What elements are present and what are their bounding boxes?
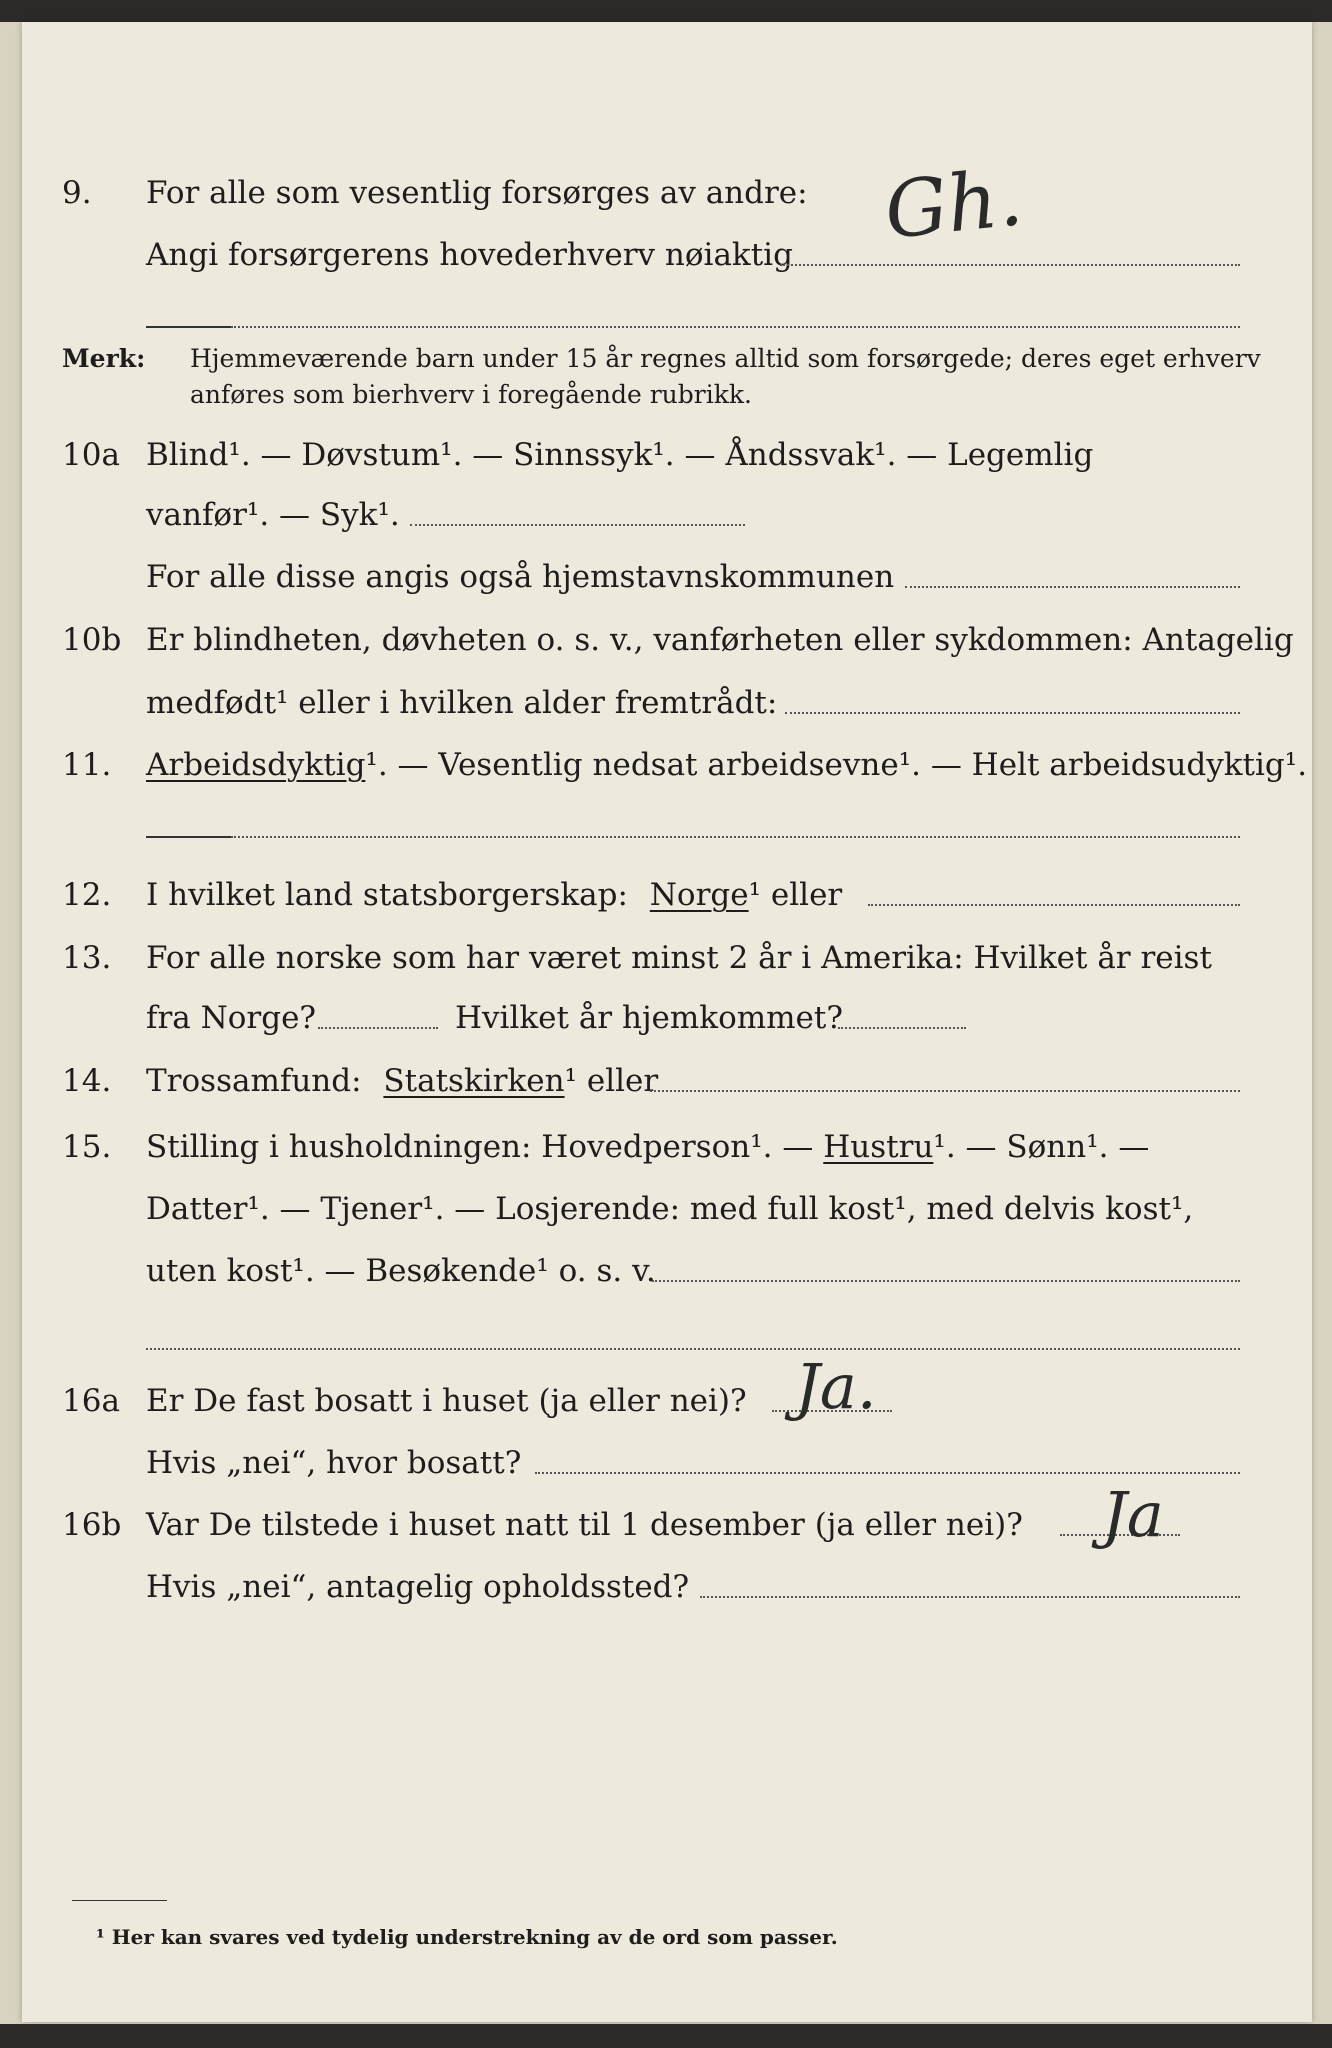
q15-number: 15. xyxy=(62,1129,112,1165)
q14-number: 14. xyxy=(62,1063,112,1099)
q12-number: 12. xyxy=(62,877,112,913)
q14-line xyxy=(146,1063,659,1099)
q16b-line1: Var De tilstede i huset natt til 1 desember (ja eller nei)? xyxy=(146,1507,1023,1543)
q15-line1-start: Stilling i husholdningen: Hovedperson¹. — xyxy=(146,1129,814,1165)
q11-line xyxy=(146,747,1308,783)
q9-second-answer-field[interactable] xyxy=(231,326,1240,328)
q13-number: 13. xyxy=(62,940,112,976)
q13-line1: For alle norske som har været minst 2 år i Amerika: Hvilket år reist xyxy=(146,940,1212,976)
q10a-kommune-field[interactable] xyxy=(905,586,1240,588)
q13-hjemkommet-field[interactable] xyxy=(838,1027,966,1029)
top-scan-edge xyxy=(0,0,1332,22)
q12-prefix: I hvilket land statsborgerskap: xyxy=(146,877,628,913)
q11-underlined-answer: Arbeidsdyktig xyxy=(146,747,366,783)
q14-underlined-answer: Statskirken xyxy=(383,1063,565,1099)
q16b-handwritten-answer: Ja xyxy=(1102,1478,1164,1551)
q16a-line2: Hvis „nei“, hvor bosatt? xyxy=(146,1445,522,1481)
q12-line xyxy=(146,877,843,913)
q16a-line1: Er De fast bosatt i huset (ja eller nei)? xyxy=(146,1383,747,1419)
q14-field[interactable] xyxy=(650,1090,1240,1092)
q14-prefix: Trossamfund: xyxy=(146,1063,362,1099)
q13-line2a: fra Norge? xyxy=(146,1000,317,1036)
q12-underlined-answer: Norge xyxy=(649,877,749,913)
q13-reist-field[interactable] xyxy=(318,1027,438,1029)
q9-answer-field[interactable] xyxy=(780,264,1240,266)
q10b-line2: medfødt¹ eller i hvilken alder fremtrådt: xyxy=(146,685,778,721)
q10a-syk-field[interactable] xyxy=(410,524,745,526)
merk-line2: anføres som bierhverv i foregående rubrikk. xyxy=(190,380,752,409)
q15-field[interactable] xyxy=(652,1280,1240,1282)
q16b-opholdssted-field[interactable] xyxy=(700,1596,1240,1598)
bottom-scan-edge xyxy=(0,2024,1332,2048)
q10b-line1: Er blindheten, døvheten o. s. v., vanførheten eller sykdommen: Antagelig xyxy=(146,622,1294,658)
q16a-handwritten-answer: Ja. xyxy=(795,1350,877,1423)
q16a-number: 16a xyxy=(62,1383,120,1419)
q15-line1 xyxy=(146,1129,1150,1165)
q9-number: 9. xyxy=(62,175,92,211)
merk-label: Merk: xyxy=(62,344,146,373)
q10b-number: 10b xyxy=(62,622,122,658)
q14-suffix: ¹ eller xyxy=(564,1063,659,1099)
q15-line2: Datter¹. — Tjener¹. — Losjerende: med full kost¹, med delvis kost¹, xyxy=(146,1191,1194,1227)
q11-separator-start xyxy=(146,836,231,838)
q9-separator-start xyxy=(146,326,231,328)
q11-rest: ¹. — Vesentlig nedsat arbeidsevne¹. — Helt arbeidsudyktig¹. xyxy=(365,747,1308,783)
q10b-field[interactable] xyxy=(785,712,1240,714)
q16a-bosatt-field[interactable] xyxy=(535,1472,1240,1474)
q15-second-field[interactable] xyxy=(146,1348,1240,1350)
q15-line1-end: ¹. — Sønn¹. — xyxy=(933,1129,1150,1165)
q9-line1: For alle som vesentlig forsørges av andre: xyxy=(146,175,808,211)
q9-line2: Angi forsørgerens hovederhverv nøiaktig xyxy=(146,237,793,273)
q9-handwritten-answer: Gh. xyxy=(880,153,1027,257)
q12-field[interactable] xyxy=(868,904,1240,906)
q15-line3: uten kost¹. — Besøkende¹ o. s. v. xyxy=(146,1253,656,1289)
q13-line2b: Hvilket år hjemkommet? xyxy=(455,1000,843,1036)
q10a-line1: Blind¹. — Døvstum¹. — Sinnssyk¹. — Åndssvak¹. — Legemlig xyxy=(146,437,1094,473)
q11-number: 11. xyxy=(62,747,112,783)
q11-field[interactable] xyxy=(231,836,1240,838)
q16b-number: 16b xyxy=(62,1507,122,1543)
footnote: ¹ Her kan svares ved tydelig understrekning av de ord som passer. xyxy=(96,1925,838,1949)
q16b-line2: Hvis „nei“, antagelig opholdssted? xyxy=(146,1569,690,1605)
q12-suffix: ¹ eller xyxy=(748,877,843,913)
q10a-line2: vanfør¹. — Syk¹. xyxy=(146,497,400,533)
merk-line1: Hjemmeværende barn under 15 år regnes alltid som forsørgede; deres eget erhverv xyxy=(190,344,1261,373)
q15-underlined-answer: Hustru xyxy=(823,1129,934,1165)
q10a-line3: For alle disse angis også hjemstavnskommunen xyxy=(146,559,895,595)
q10a-number: 10a xyxy=(62,437,120,473)
footnote-rule xyxy=(72,1900,167,1901)
